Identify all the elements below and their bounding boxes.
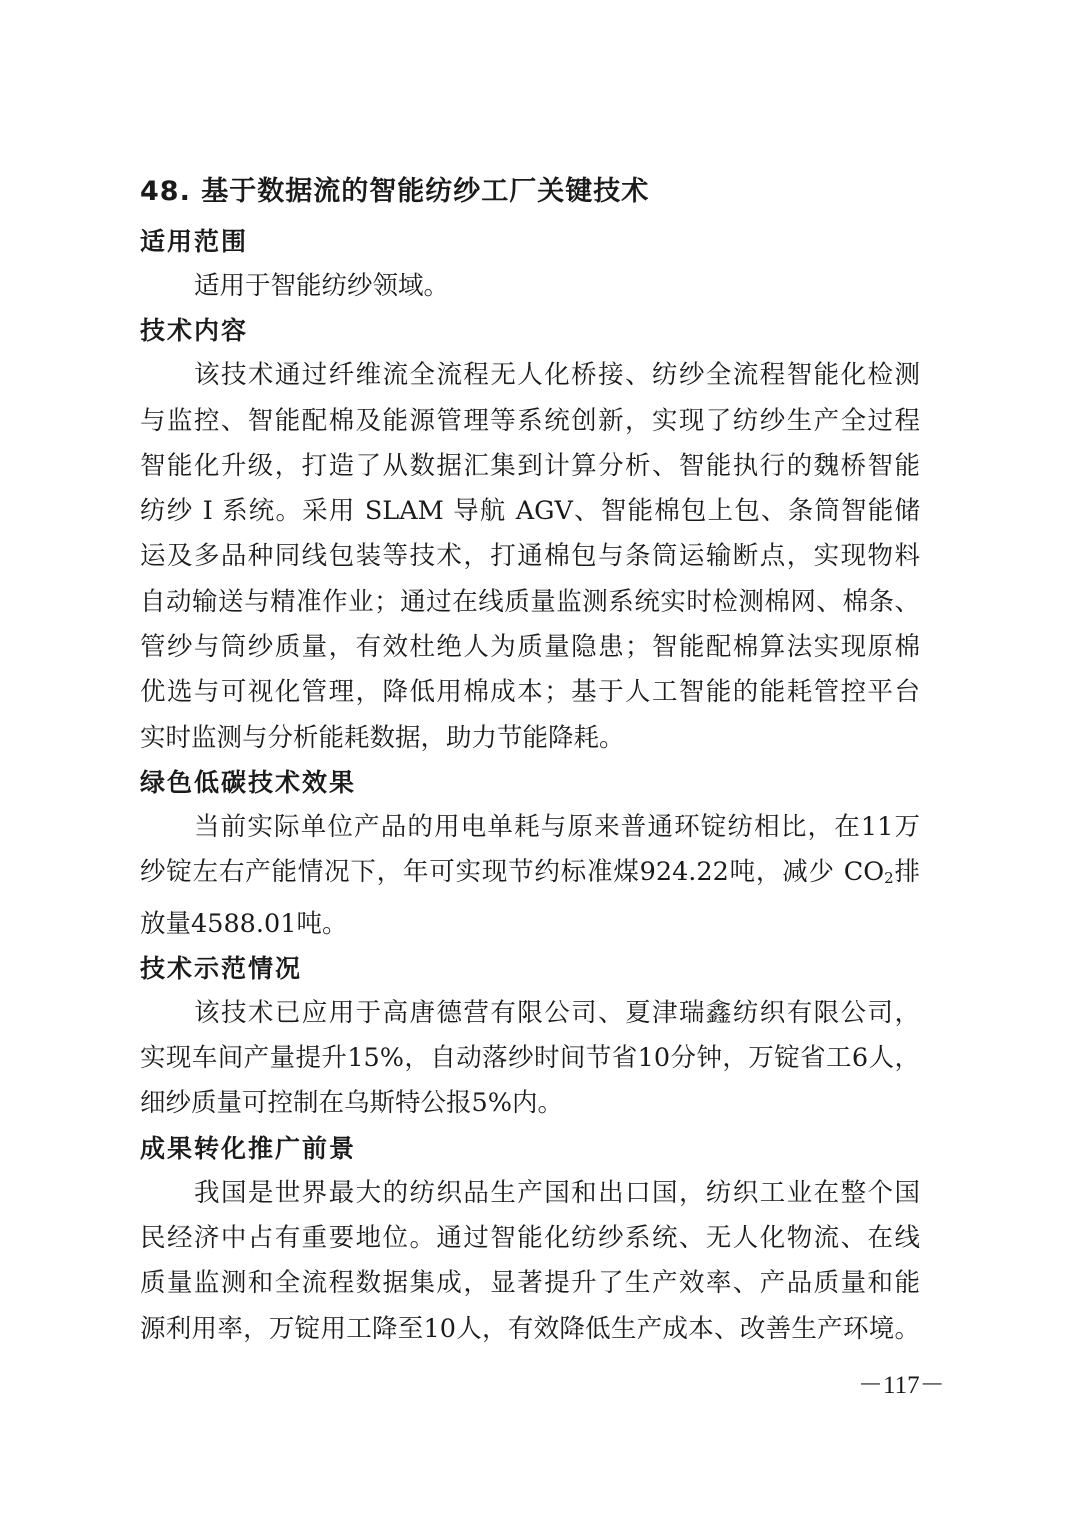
demo-paragraph <box>140 991 920 1127</box>
effect-line: 当前实际单位产品的用电单耗与原来普通环锭纺相比，在11万 <box>194 811 920 842</box>
co2-subscript: 2 <box>884 869 894 888</box>
section-heading-effect: 绿色低碳技术效果 <box>140 767 357 797</box>
document-page <box>140 170 920 1352</box>
effect-line <box>140 850 920 901</box>
content-line: 该技术通过纤维流全流程无人化桥接、纺纱全流程智能化检测 <box>194 360 920 391</box>
prospect-line: 源利用率，万锭用工降至10人，有效降低生产成本、改善生产环境。 <box>140 1313 920 1344</box>
prospect-line: 我国是世界最大的纺织品生产国和出口国，纺织工业在整个国 <box>194 1177 920 1208</box>
page-number: －117－ <box>858 1372 945 1399</box>
section-heading-scope: 适用范围 <box>140 227 249 256</box>
demo-line: 实现车间产量提升15%，自动落纱时间节省10分钟，万锭省工6人， <box>140 1043 920 1074</box>
content-line: 纺纱 I 系统。采用 SLAM 导航 AGV、智能棉包上包、条筒智能储 <box>140 496 920 527</box>
effect-line-text: 排 <box>893 857 920 888</box>
demo-line: 该技术已应用于高唐德营有限公司、夏津瑞鑫纺织有限公司， <box>194 997 920 1028</box>
content-line: 优选与可视化管理，降低用棉成本；基于人工智能的能耗管控平台 <box>140 677 920 708</box>
content-line: 与监控、智能配棉及能源管理等系统创新，实现了纺纱生产全过程 <box>140 405 920 436</box>
prospect-line: 民经济中占有重要地位。通过智能化纺纱系统、无人化物流、在线 <box>140 1223 920 1254</box>
content-line: 管纱与筒纱质量，有效杜绝人为质量隐患；智能配棉算法实现原棉 <box>140 632 920 663</box>
prospect-paragraph <box>140 1171 920 1352</box>
prospect-line: 质量监测和全流程数据集成，显著提升了生产效率、产品质量和能 <box>140 1268 920 1299</box>
content-line: 运及多品种同线包装等技术，打通棉包与条筒运输断点，实现物料 <box>140 541 920 572</box>
scope-line: 适用于智能纺纱领域。 <box>194 271 450 301</box>
content-line: 智能化升级，打造了从数据汇集到计算分析、智能执行的魏桥智能 <box>140 450 920 481</box>
section-heading-content: 技术内容 <box>140 316 249 346</box>
section-heading-prospect: 成果转化推广前景 <box>140 1133 357 1163</box>
content-line: 自动输送与精准作业；通过在线质量监测系统实时检测棉网、棉条、 <box>140 586 920 617</box>
content-paragraph <box>140 353 920 761</box>
effect-line-text: 纱锭左右产能情况下，年可实现节约标准煤924.22吨，减少 CO <box>140 857 885 888</box>
section-heading-demo: 技术示范情况 <box>140 953 303 983</box>
content-line: 实时监测与分析能耗数据，助力节能降耗。 <box>140 722 625 753</box>
document-title: 48. 基于数据流的智能纺纱工厂关键技术 <box>140 176 650 207</box>
effect-paragraph <box>140 805 920 947</box>
effect-line: 放量4588.01吨。 <box>140 908 348 939</box>
scope-paragraph <box>140 264 920 309</box>
demo-line: 细纱质量可控制在乌斯特公报5%内。 <box>140 1088 563 1119</box>
